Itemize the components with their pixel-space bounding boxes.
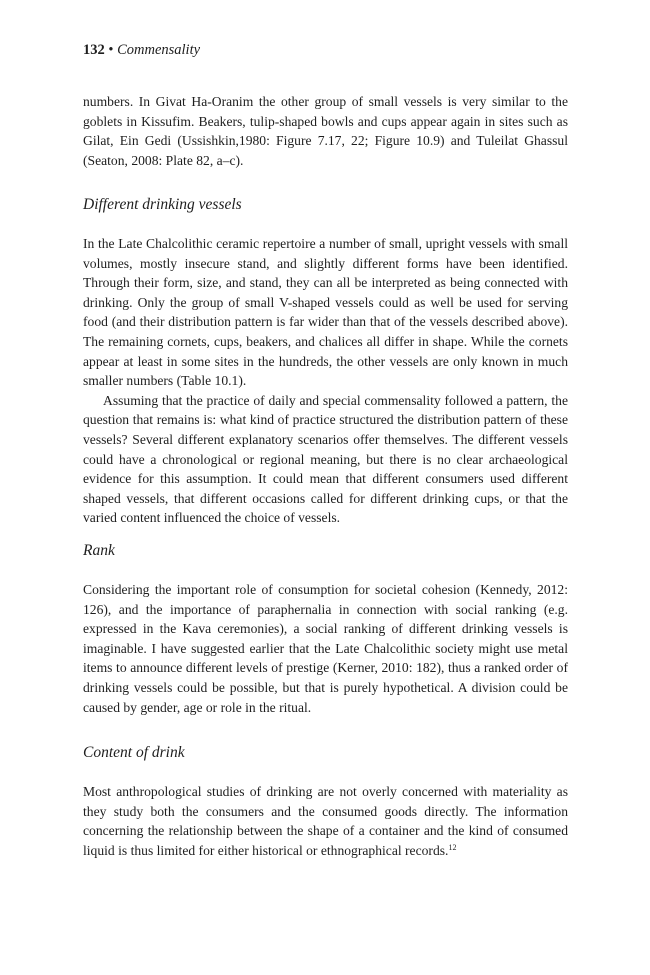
intro-block (83, 92, 568, 170)
paragraph: Assuming that the practice of daily and special commensality followed a pattern, the question that remains is: what kind of practice structured the distribution pattern of these vessels? Several different explanatory scenarios offer themselves. The different vessels could have a chronological or regional meaning, but there is no clear archaeological evidence for this assumption. It could mean that different consumers used different shaped vessels, that different occasions called for different drinking cups, or that the varied content influenced the choice of vessels. (83, 392, 568, 526)
section-rank-body (83, 580, 568, 717)
section-heading-drinking-vessels: Different drinking vessels (83, 196, 242, 213)
page-number: 132 (83, 42, 105, 58)
paragraph: Considering the important role of consumption for societal cohesion (Kennedy, 2012: 126), and the importance of paraphernalia in connection with social ranking (e.g. expressed in the Kava ceremonies), a social ranking of different drinking vessels is imaginable. I have suggested earlier that the Late Chalcolithic society might use metal items to announce different levels of prestige (Kerner, 2010: 182), thus a ranked order of drinking vessels could be possible, but that is purely hypothetical. A division could be caused by gender, age or role in the ritual. (83, 582, 568, 715)
footnote-reference[interactable]: 12 (448, 842, 457, 852)
intro-paragraph: numbers. In Givat Ha-Oranim the other group of small vessels is very similar to the goblets in Kissufim. Beakers, tulip-shaped bowls and cups appear again in sites such as Gilat, Ein Gedi (Ussishkin,1980: Figure 7.17, 22; Figure 10.9) and Tuleilat Ghassul (Seaton, 2008: Plate 82, a–c). (83, 94, 568, 168)
section-drinking-vessels-body (83, 234, 568, 528)
section-content-of-drink-body (83, 782, 568, 860)
section-heading-rank: Rank (83, 542, 115, 559)
paragraph (83, 782, 568, 860)
running-header (83, 40, 200, 60)
header-separator: • (108, 42, 114, 58)
section-heading-content-of-drink: Content of drink (83, 744, 185, 761)
book-title: Commensality (117, 42, 201, 58)
paragraph-text: Most anthropological studies of drinking are not overly concerned with materiality as they study both the consumers and the consumed goods directly. The information concerning the relationship between the shape of a container and the kind of consumed liquid is thus limited for either historical or ethnographical records. (83, 784, 568, 858)
paragraph: In the Late Chalcolithic ceramic repertoire a number of small, upright vessels with small volumes, mostly insecure stand, and slightly different forms have been identified. Through their form, size, and stand, they can all be interpreted as being connected with drinking. Only the group of small V-shaped vessels could as well be used for serving food (and their distribution pattern is far wider than that of the vessels described above). The remaining cornets, cups, beakers, and chalices all differ in shape. While the cornets appear at least in some sites in the hundreds, the other vessels are only known in much smaller numbers (Table 10.1). (83, 236, 568, 389)
